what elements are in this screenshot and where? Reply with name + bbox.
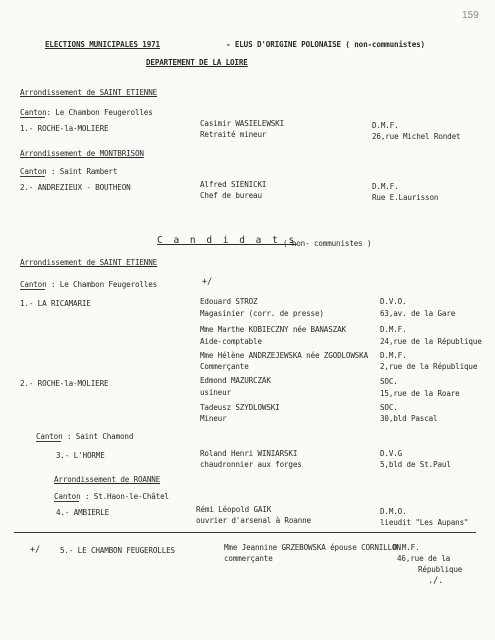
cand-addr-7: lieudit "Les Aupans" [380, 518, 469, 527]
cand-name-8: Mme Jeannine GRZEBOWSKA épouse CORNILLON [224, 543, 401, 552]
cand-name-5: Tadeusz SZYDLOWSKI [200, 403, 280, 412]
end-mark: ./. [428, 576, 444, 586]
elus-addr-1: 26,rue Michel Rondet [372, 132, 461, 141]
cand-arrondissement-2: Arrondissement de ROANNE [54, 475, 161, 484]
cand-role-7: ouvrier d'arsenal à Roanne [196, 516, 311, 525]
cand-role-5: Mineur [200, 414, 227, 423]
elus-addr-2: Rue E.Laurisson [372, 193, 439, 202]
cand-name-1: Edouard STROZ [200, 297, 258, 306]
cand-commune-2: 2.- ROCHE-la-MOLIERE [20, 379, 109, 388]
elus-canton-1: Canton: Le Chambon Feugerolles [20, 108, 153, 117]
page-number: 159 [462, 10, 479, 21]
cand-name-6: Roland Henri WINIARSKI [200, 449, 298, 458]
cand-commune-1: 1.- LA RICAMARIE [20, 299, 91, 308]
cand-canton-3: Canton : St.Haon-le-Châtel [54, 492, 169, 501]
cand-canton-1: Canton : Le Chambon Feugerolles [20, 280, 158, 289]
cand-party-5: SOC. [380, 403, 398, 412]
cand-addr-6: 5,bld de St.Paul [380, 460, 451, 469]
cand-arrondissement-1: Arrondissement de SAINT ETIENNE [20, 258, 158, 267]
elus-arrondissement-1: Arrondissement de SAINT ETIENNE [20, 88, 158, 97]
cand-role-4: usineur [200, 388, 231, 397]
cand-addr-8b: République [418, 565, 463, 574]
cand-commune-3: 3.- L'HORME [56, 451, 105, 460]
elus-canton-2: Canton : Saint Rambert [20, 167, 118, 176]
cand-party-6: D.V.G [380, 449, 403, 458]
elus-name-2: Alfred SIENICKI [200, 180, 267, 189]
cand-role-6: chaudronnier aux forges [200, 460, 302, 469]
cand-commune-5: 5.- LE CHAMBON FEUGEROLLES [60, 546, 175, 555]
elus-commune-2: 2.- ANDREZIEUX - BOUTHEON [20, 183, 131, 192]
elus-party-1: D.M.F. [372, 121, 399, 130]
cand-name-3: Mme Hélène ANDRZEJEWSKA née ZGODLOWSKA [200, 351, 369, 360]
cand-addr-5: 30,bld Pascal [380, 414, 438, 423]
cand-canton-2: Canton : Saint Chamond [36, 432, 134, 441]
header-left: ELECTIONS MUNICIPALES 1971 [45, 40, 160, 49]
cand-addr-8a: 46,rue de la [397, 554, 451, 563]
cand-addr-4: 15,rue de la Roare [380, 389, 460, 398]
cand-party-4: SOC. [380, 377, 398, 386]
cand-party-8: D.M.F. [393, 543, 420, 552]
elus-name-1: Casimir WASIELEWSKI [200, 119, 285, 128]
cand-role-1: Magasinier (corr. de presse) [200, 309, 324, 318]
cand-party-1: D.V.O. [380, 297, 407, 306]
cand-addr-2: 24,rue de la République [380, 337, 482, 346]
elus-commune-1: 1.- ROCHE-la-MOLIERE [20, 124, 109, 133]
header-right: - ELUS D'ORIGINE POLONAISE ( non-communistes) [226, 40, 425, 49]
candidats-subtitle: ( non- communistes ) [283, 239, 372, 248]
cand-commune-4: 4.- AMBIERLE [56, 508, 110, 517]
cand-addr-1: 63,av. de la Gare [380, 309, 456, 318]
elus-role-1: Retraité mineur [200, 130, 267, 139]
candidats-title: C a n d i d a t s [157, 235, 297, 246]
cand-canton-1-mark: +/ [202, 277, 213, 287]
department-title: DEPARTEMENT DE LA LOIRE [146, 58, 248, 67]
cand-name-2: Mme Marthe KOBIECZNY née BANASZAK [200, 325, 346, 334]
cand-addr-3: 2,rue de la République [380, 362, 478, 371]
cand-commune-5-mark: +/ [30, 545, 41, 555]
cand-party-2: D.M.F. [380, 325, 407, 334]
cand-role-2: Aide-comptable [200, 337, 262, 346]
cand-name-7: Rémi Léopold GAIK [196, 505, 272, 514]
cand-party-7: D.M.O. [380, 507, 407, 516]
elus-party-2: D.M.F. [372, 182, 399, 191]
elus-role-2: Chef de bureau [200, 191, 262, 200]
cand-role-8: commerçante [224, 554, 273, 563]
elus-arrondissement-2: Arrondissement de MONTBRISON [20, 149, 144, 158]
cand-party-3: D.M.F. [380, 351, 407, 360]
cand-name-4: Edmond MAZURCZAK [200, 376, 271, 385]
cand-role-3: Commerçante [200, 362, 249, 371]
